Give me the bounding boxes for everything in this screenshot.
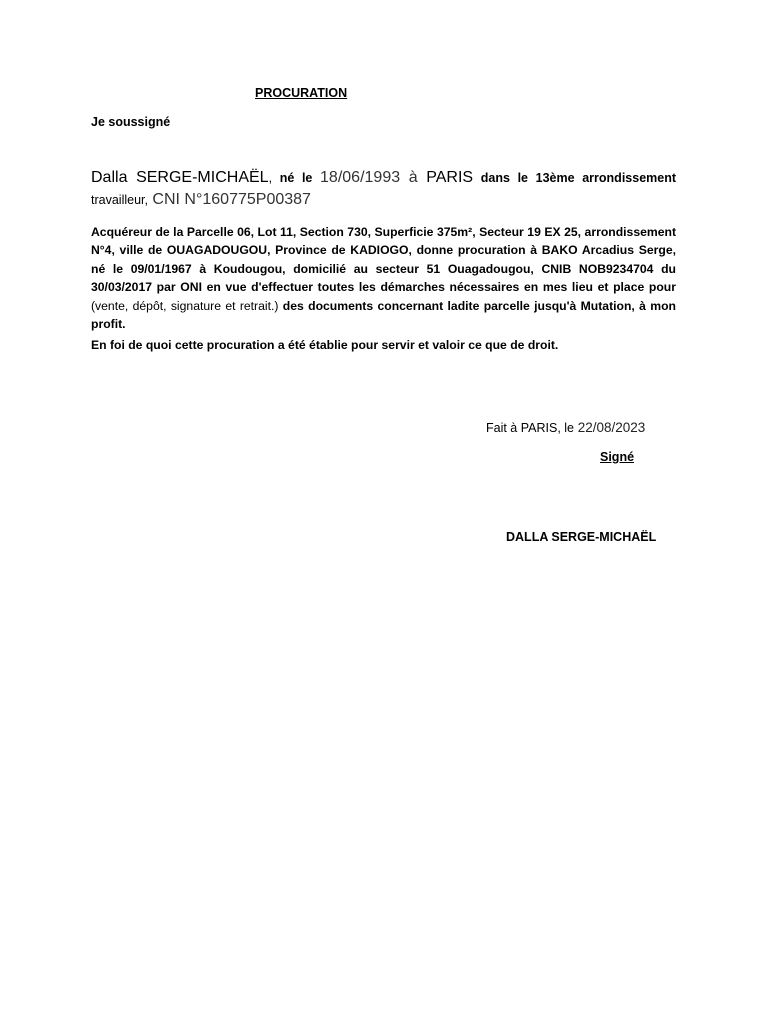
name-comma: , bbox=[268, 171, 273, 185]
body-paragraph bbox=[91, 223, 676, 333]
body-part-2: (vente, dépôt, signature et retrait.) bbox=[91, 298, 279, 313]
birth-place: PARIS bbox=[426, 169, 474, 186]
body-part-3: des documents concernant ladite parcelle jusqu'à Mutation, à mon profit. bbox=[91, 298, 676, 332]
signed-label: Signé bbox=[600, 450, 635, 464]
document-title: PROCURATION bbox=[255, 86, 348, 100]
identity-paragraph bbox=[91, 167, 676, 211]
place-date-line bbox=[486, 420, 645, 435]
profession-text: travailleur, bbox=[91, 193, 148, 207]
closing-paragraph: En foi de quoi cette procuration a été établie pour servir et valoir ce que de droit. bbox=[91, 338, 559, 352]
place-label: Fait à PARIS, le bbox=[486, 421, 574, 435]
person-name: Dalla SERGE-MICHAËL bbox=[91, 169, 269, 186]
signature-date: 22/08/2023 bbox=[574, 420, 646, 435]
intro-text: Je soussigné bbox=[91, 115, 171, 129]
birth-date: 18/06/1993 bbox=[320, 169, 401, 186]
body-part-1: Acquéreur de la Parcelle 06, Lot 11, Section 730, Superficie 375m², Secteur 19 EX 25, arrondissement N°4, ville de OUAGADOUGOU, Province de KADIOGO, donne procuration à BAKO Arcadius Serge, né le 09/01/1967 à Koudougou, domicilié au secteur 51 Ouagadougou, CNIB NOB9234704 du 30/03/2017 par ONI en vue d'effectuer toutes les démarches nécessaires en mes lieu et place pour bbox=[91, 225, 676, 295]
arrondissement-text: dans le 13ème arrondissement bbox=[473, 171, 677, 185]
born-label: né le bbox=[272, 171, 321, 185]
at-label: à bbox=[400, 169, 427, 186]
id-card-number: CNI N°160775P00387 bbox=[147, 191, 311, 208]
signature-name: DALLA SERGE-MICHAËL bbox=[506, 530, 657, 544]
